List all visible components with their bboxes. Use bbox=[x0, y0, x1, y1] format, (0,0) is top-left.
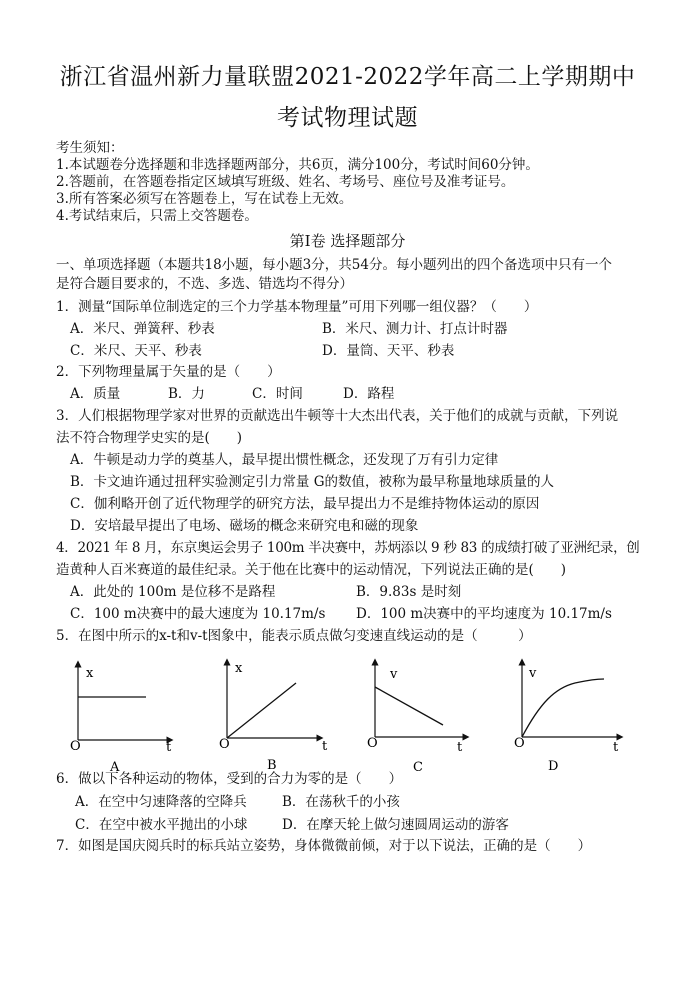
question-6-stem: 6．做以下各种运动的物体，受到的合力为零的是（ ） bbox=[56, 771, 403, 787]
question-3-option-d: D．安培最早提出了电场、磁场的概念来研究电和磁的现象 bbox=[70, 518, 419, 534]
notice-heading: 考生须知： bbox=[56, 140, 124, 156]
question-7-stem: 7．如图是国庆阅兵时的标兵站立姿势，身体微微前倾，对于以下说法，正确的是（ ） bbox=[56, 838, 592, 854]
question-4-stem-2: 造黄种人百米赛道的最佳纪录。关于他在比赛中的运动情况，下列说法正确的是( ) bbox=[56, 562, 567, 578]
question-1-option-b: B．米尺、测力计、打点计时器 bbox=[322, 321, 508, 337]
graph-d-label: D bbox=[548, 759, 559, 774]
graph-d-origin-label: O bbox=[514, 736, 525, 751]
question-2-option-a: A．质量 bbox=[70, 386, 121, 402]
graph-a bbox=[70, 664, 172, 775]
notice-item-3: 3.所有答案必须写在答题卷上，写在试卷上无效。 bbox=[56, 191, 353, 207]
section-instructions-1: 一、单项选择题（本题共18小题，每小题3分，共54分。每小题列出的四个备选项中只有一个 bbox=[56, 257, 612, 273]
graph-d bbox=[514, 662, 620, 774]
graph-b-origin-label: O bbox=[219, 737, 230, 752]
question-6-option-c: C．在空中被水平抛出的小球 bbox=[75, 817, 248, 833]
graph-a-xaxis-label: t bbox=[166, 740, 172, 755]
question-6-option-b: B．在荡秋千的小孩 bbox=[282, 794, 400, 810]
question-5-stem: 5．在图中所示的x-t和v-t图象中，能表示质点做匀变速直线运动的是（ ） bbox=[56, 628, 532, 644]
question-4-stem-1: 4．2021 年 8 月，东京奥运会男子 100m 半决赛中，苏炳添以 9 秒 83 的成绩打破了亚洲纪录，创 bbox=[56, 540, 640, 556]
graph-d-xaxis-label: t bbox=[613, 740, 619, 755]
graph-d-curve bbox=[522, 679, 604, 737]
question-2-option-c: C．时间 bbox=[252, 386, 303, 402]
question-3-stem-2: 法不符合物理学史实的是( ) bbox=[56, 430, 243, 446]
graph-c-label: C bbox=[413, 760, 423, 775]
graph-b bbox=[219, 661, 328, 773]
graph-b-yaxis-label: x bbox=[235, 661, 243, 676]
exam-title-line1: 浙江省温州新力量联盟2021-2022学年高二上学期期中 bbox=[59, 64, 636, 90]
exam-title-line2: 考试物理试题 bbox=[277, 105, 418, 131]
notice-item-4: 4.考试结束后，只需上交答题卷。 bbox=[56, 208, 258, 224]
question-1-option-a: A．米尺、弹簧秤、秒表 bbox=[70, 321, 215, 337]
question-1-option-d: D．量筒、天平、秒表 bbox=[322, 343, 455, 359]
graph-c-curve bbox=[375, 687, 443, 725]
notice-item-1: 1.本试题卷分选择题和非选择题两部分，共6页，满分100分，考试时间60分钟。 bbox=[56, 157, 539, 173]
section-instructions-2: 是符合题目要求的，不选、多选、错选均不得分） bbox=[56, 276, 353, 292]
section-title: 第Ⅰ卷 选择题部分 bbox=[289, 232, 406, 250]
graph-b-xaxis-label: t bbox=[322, 739, 328, 754]
question-6-option-a: A．在空中匀速降落的空降兵 bbox=[75, 794, 247, 810]
graph-b-curve bbox=[227, 683, 296, 738]
graph-a-yaxis-label: x bbox=[86, 666, 94, 681]
graph-c-xaxis-label: t bbox=[457, 740, 463, 755]
question-4-option-d: D．100 m决赛中的平均速度为 10.17m/s bbox=[356, 606, 612, 622]
question-3-option-c: C．伽利略开创了近代物理学的研究方法，最早提出力不是维持物体运动的原因 bbox=[70, 496, 540, 512]
question-4-option-c: C．100 m决赛中的最大速度为 10.17m/s bbox=[70, 606, 326, 622]
question-2-option-d: D．路程 bbox=[343, 386, 395, 402]
graph-d-yaxis-label: v bbox=[529, 666, 537, 681]
graph-c-origin-label: O bbox=[367, 736, 378, 751]
question-6-option-d: D．在摩天轮上做匀速圆周运动的游客 bbox=[282, 817, 509, 833]
graph-a-label: A bbox=[110, 760, 120, 775]
graph-b-label: B bbox=[267, 758, 277, 773]
notice-item-2: 2.答题前，在答题卷指定区域填写班级、姓名、考场号、座位号及准考证号。 bbox=[56, 174, 515, 190]
question-2-option-b: B．力 bbox=[168, 386, 205, 402]
question-4-option-a: A．此处的 100m 是位移不是路程 bbox=[70, 584, 276, 600]
question-1-stem: 1．测量“国际单位制选定的三个力学基本物理量”可用下列哪一组仪器？（ ） bbox=[56, 299, 538, 315]
question-3-option-b: B．卡文迪许通过扭秤实验测定引力常量 G的数值，被称为最早称量地球质量的人 bbox=[70, 474, 554, 490]
graph-a-origin-label: O bbox=[70, 739, 81, 754]
question-4-option-b: B．9.83s 是时刻 bbox=[356, 584, 462, 600]
question-3-option-a: A．牛顿是动力学的奠基人，最早提出惯性概念，还发现了万有引力定律 bbox=[70, 452, 499, 468]
question-3-stem-1: 3．人们根据物理学家对世界的贡献选出牛顿等十大杰出代表，关于他们的成就与贡献，下列说 bbox=[56, 408, 619, 424]
question-2-stem: 2．下列物理量属于矢量的是（ ） bbox=[56, 364, 281, 380]
graph-c-yaxis-label: v bbox=[390, 667, 398, 682]
question-5-graphs bbox=[0, 648, 695, 778]
question-1-option-c: C．米尺、天平、秒表 bbox=[70, 343, 202, 359]
graph-c bbox=[367, 662, 466, 775]
